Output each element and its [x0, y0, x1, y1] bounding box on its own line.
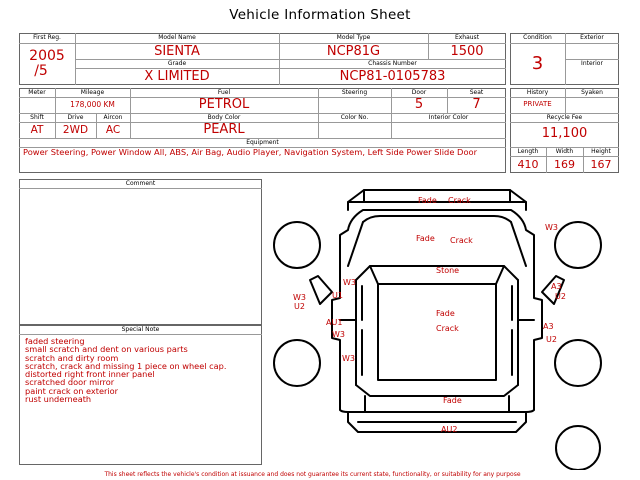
mark-front-crack: Crack — [448, 196, 471, 205]
special-note-item: scratched door mirror — [25, 377, 115, 388]
history-value: PRIVATE — [523, 100, 552, 108]
mark-left-mirror-u2: U2 — [294, 302, 305, 311]
door-value: 5 — [414, 97, 424, 112]
condition-value: 3 — [531, 53, 544, 74]
grade-label: Grade — [167, 60, 187, 67]
fuel-value: PETROL — [198, 97, 250, 112]
model-name-label: Model Name — [158, 34, 196, 41]
condition-label: Condition — [523, 34, 552, 41]
recycle-fee-value: 11,100 — [541, 126, 588, 141]
drive-label: Drive — [67, 114, 84, 121]
wheel-rear-right — [555, 340, 601, 386]
first-reg-year: 2005 — [29, 48, 65, 64]
interior-label: Interior — [581, 60, 603, 67]
mark-roof-crack: Crack — [436, 324, 459, 333]
width-label: Width — [555, 148, 574, 155]
special-note-item: paint crack on exterior — [25, 385, 119, 396]
mark-right-rear-a3: A3 — [543, 322, 554, 331]
mileage-value: 178,000 KM — [70, 100, 115, 109]
body-color-label: Body Color — [207, 114, 241, 121]
comment-box — [19, 179, 262, 325]
history-label: History — [526, 89, 549, 96]
drive-value: 2WD — [62, 124, 89, 136]
chassis-number-label: Chassis Number — [368, 60, 417, 67]
syaken-label: Syaken — [581, 89, 603, 96]
height-label: Height — [591, 148, 611, 155]
shift-value: AT — [30, 124, 44, 136]
interior-color-label: Interior Color — [428, 114, 469, 121]
wheel-front-right — [555, 222, 601, 268]
model-type-value: NCP81G — [326, 44, 381, 59]
aircon-value: AC — [105, 124, 121, 136]
model-type-label: Model Type — [336, 34, 371, 41]
fuel-label: Fuel — [217, 89, 231, 96]
door-label: Door — [411, 89, 427, 96]
special-note-label: Special Note — [121, 326, 160, 333]
special-note-item: small scratch and dent on various parts — [25, 344, 188, 355]
mark-left-mirror-w3: W3 — [293, 293, 306, 302]
recycle-fee-label: Recycle Fee — [546, 114, 583, 121]
mark-right-front-a3: A3 — [551, 282, 562, 291]
special-note-list — [25, 337, 257, 403]
wheel-front-left — [274, 222, 320, 268]
height-value: 167 — [590, 158, 612, 171]
exhaust-label: Exhaust — [454, 34, 480, 41]
equipment-label: Equipment — [246, 139, 279, 146]
mark-rear-au2: AU2 — [441, 425, 458, 434]
meter-label: Meter — [28, 89, 46, 96]
mark-roof-fade: Fade — [436, 309, 455, 318]
chassis-number-value: NCP81-0105783 — [339, 69, 446, 84]
seat-label: Seat — [469, 89, 484, 96]
mark-front-right-w3: W3 — [545, 223, 558, 232]
color-no-label: Color No. — [340, 114, 369, 121]
first-reg-month: /5 — [34, 63, 48, 79]
mark-hood-fade: Fade — [416, 234, 435, 243]
shift-label: Shift — [30, 114, 44, 121]
length-label: Length — [517, 148, 539, 155]
model-name-value: SIENTA — [154, 44, 200, 59]
first-reg-label: First Reg. — [33, 34, 61, 41]
mark-left-rear-au1: AU1 — [326, 318, 343, 327]
steering-label: Steering — [341, 89, 368, 96]
mark-right-rear-u2: U2 — [546, 335, 557, 344]
mark-left-front-u1: U1 — [332, 291, 343, 300]
equipment-value: Power Steering, Power Window All, ABS, Air Bag, Audio Player, Navigation System, Left Side Power Slide Door — [23, 147, 478, 157]
wheel-rear-left — [274, 340, 320, 386]
special-note-item: scratch and dirty room — [25, 352, 119, 363]
special-note-item: scratch, crack and missing 1 piece on wheel cap. — [25, 360, 227, 371]
exhaust-value: 1500 — [450, 44, 484, 59]
special-note-item: rust underneath — [25, 394, 92, 405]
mark-front-fade: Fade — [418, 196, 437, 205]
special-note-item: faded steering — [25, 336, 85, 346]
comment-label: Comment — [125, 180, 156, 187]
mark-left-front-w3: W3 — [343, 278, 356, 287]
mark-windshield-stone: Stone — [436, 266, 460, 275]
car-damage-diagram — [270, 180, 625, 470]
mark-hood-crack: Crack — [450, 236, 473, 245]
mileage-label: Mileage — [80, 89, 105, 96]
grade-value: X LIMITED — [144, 69, 210, 84]
mark-rear-left-w3: W3 — [342, 354, 355, 363]
spare-tire — [556, 426, 600, 470]
body-color-value: PEARL — [203, 122, 245, 137]
aircon-label: Aircon — [103, 114, 123, 121]
seat-value: 7 — [472, 97, 481, 112]
mark-rear-fade: Fade — [443, 396, 462, 405]
mark-right-front-u2: U2 — [555, 292, 566, 301]
exterior-label: Exterior — [580, 34, 604, 41]
mark-left-rear-w3: W3 — [332, 330, 345, 339]
sheet-title: Vehicle Information Sheet — [229, 7, 411, 23]
special-note-item: distorted right front inner panel — [25, 369, 155, 380]
length-value: 410 — [517, 158, 539, 171]
width-value: 169 — [554, 158, 575, 171]
disclaimer-footer: This sheet reflects the vehicle's condition at issuance and does not guarantee its current state, functionality, or suitability for any purpose — [104, 471, 521, 478]
